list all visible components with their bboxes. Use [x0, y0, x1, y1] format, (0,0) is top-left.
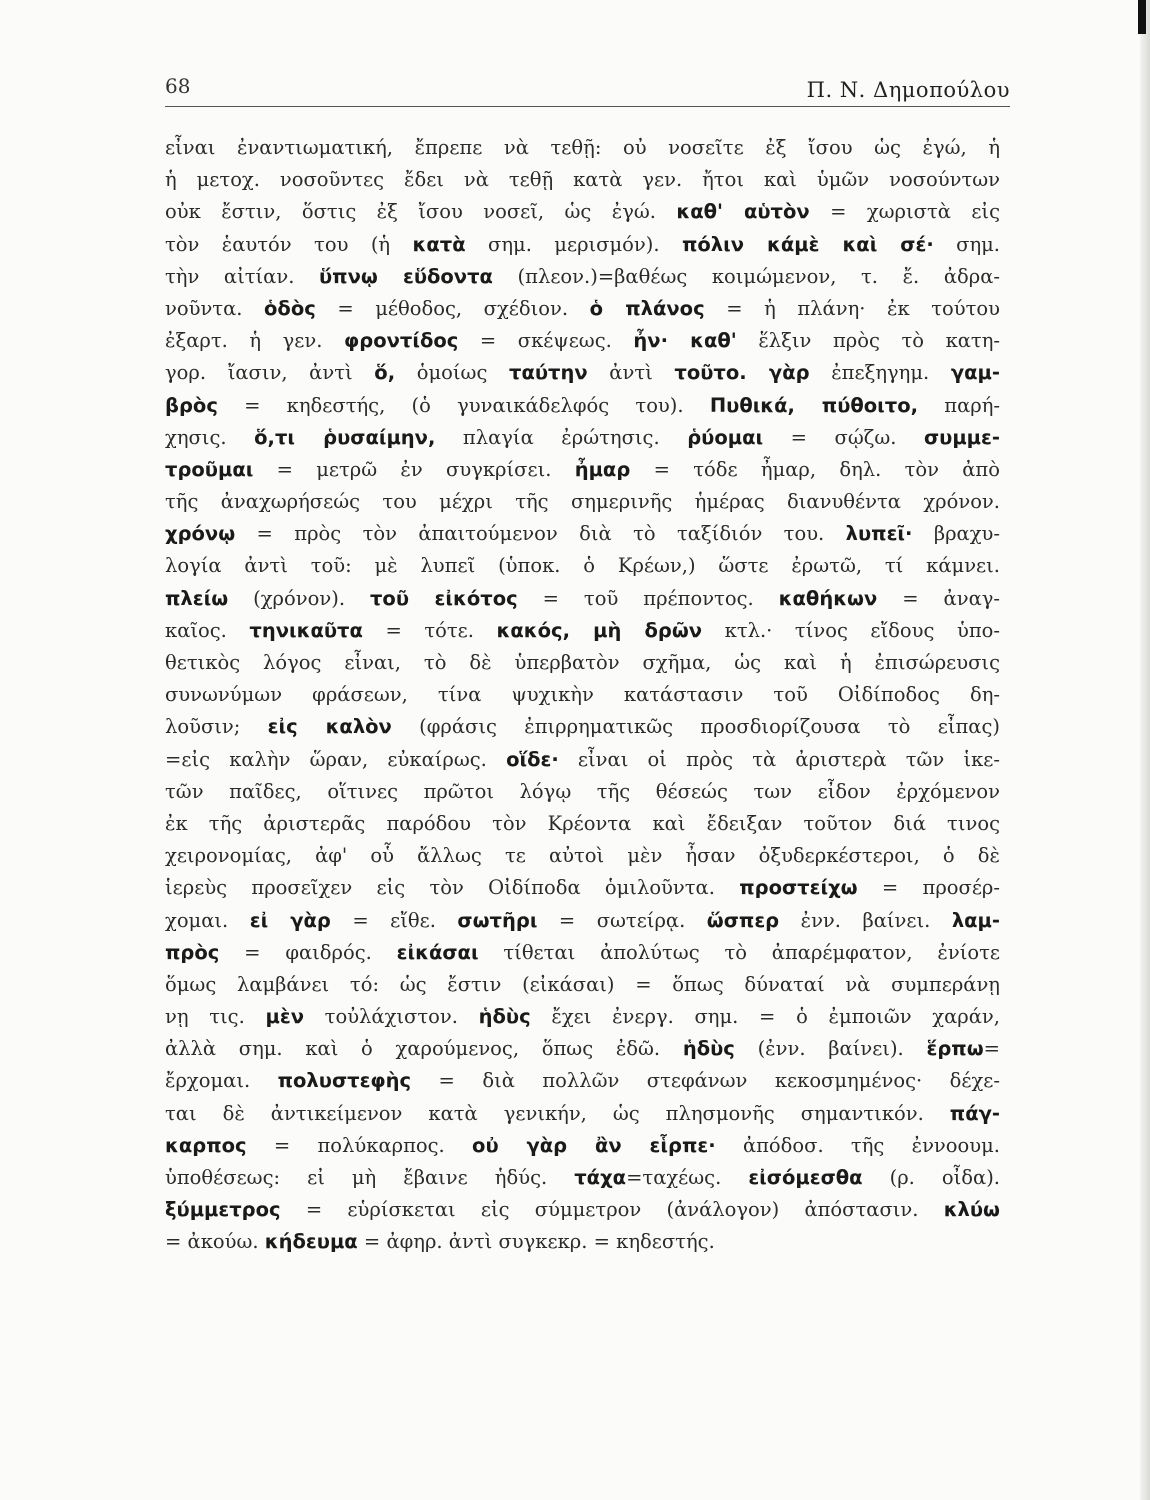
text-run: τὴν αἰτίαν. — [165, 264, 319, 288]
text-run: = μέθοδος, σχέδιον. — [315, 296, 590, 320]
lemma: ῥύομαι — [687, 425, 764, 449]
text-line — [165, 872, 1000, 904]
text-run: τῶν παῖδες, οἵτινες πρῶτοι λόγῳ τῆς θέσεώς των εἶδον ἐρχόμενον — [165, 779, 1000, 803]
text-run: ἐνν. βαίνει. — [779, 908, 952, 932]
text-line — [165, 937, 1000, 969]
page-header — [165, 70, 1010, 106]
lemma: ἦμαρ — [574, 457, 631, 481]
lemma: ὕπνῳ εὕδοντα — [318, 264, 493, 288]
text-run: χειρονομίας, ἀφ' οὗ ἄλλως τε αὐτοὶ μὲν ἦσαν ὀξυδερκέστεροι, ὁ δὲ — [165, 844, 1000, 868]
text-run: = κηδεστής, (ὁ γυναικάδελφός του). — [217, 393, 710, 417]
text-line — [165, 1033, 1000, 1065]
text-line — [165, 1098, 1000, 1130]
text-run: (πλεον.)=βαθέως κοιμώμενον, τ. ἔ. ἀδρα- — [492, 264, 1000, 288]
lemma: κλύω — [943, 1198, 1000, 1222]
text-run: ἀλλὰ σημ. καὶ ὁ χαρούμενος, ὅπως ἐδῶ. — [165, 1037, 683, 1061]
text-run: (ἐνν. βαίνει). — [734, 1037, 927, 1061]
text-line — [165, 390, 1000, 422]
text-run: (χρόνον). — [228, 586, 370, 610]
text-run: ὁμοίως — [395, 361, 510, 385]
lemma: λυπεῖ· — [845, 522, 913, 546]
text-run: = φαιδρός. — [219, 940, 397, 964]
text-run: ὅμως λαμβάνει τό: ὡς ἔστιν (εἰκάσαι) = ὅπως δύναταί νὰ συμπεράνῃ — [165, 972, 1000, 996]
lemma: ὁ πλάνος — [589, 296, 705, 320]
text-run: εἶναι ἐναντιωματική, ἔπρεπε νὰ τεθῇ: οὐ νοσεῖτε ἐξ ἴσου ὡς ἐγώ, ἡ — [165, 136, 1000, 159]
text-run: ἐξαρτ. ἡ γεν. — [165, 329, 345, 353]
text-line — [165, 969, 1000, 1001]
text-run: ἡ μετοχ. νοσοῦντες ἔδει νὰ τεθῇ κατὰ γεν. ἤτοι καὶ ὑμῶν νοσούντων — [165, 168, 1000, 192]
text-run: εἶναι οἱ πρὸς τὰ ἀριστερὰ τῶν ἱκε- — [558, 747, 1000, 771]
lemma: πόλιν κάμὲ καὶ σέ· — [681, 232, 934, 256]
text-run: = μετρῶ ἐν συγκρίσει. — [253, 457, 575, 481]
text-run: νῃ τις. — [165, 1005, 266, 1029]
lemma: πλείω — [165, 586, 229, 610]
text-run: = πρὸς τὸν ἀπαιτούμενον διὰ τὸ ταξίδιόν του. — [235, 522, 846, 546]
text-run: = χωριστὰ εἰς — [809, 200, 1000, 224]
text-line — [165, 132, 1000, 164]
text-line — [165, 1001, 1000, 1033]
text-line — [165, 261, 1000, 293]
text-run: = ἡ πλάνη· ἐκ τούτου — [704, 296, 1000, 320]
lemma: κατὰ — [412, 232, 466, 256]
text-run: τοὐλάχιστον. — [303, 1005, 479, 1029]
lemma: εἰ γὰρ — [249, 908, 331, 932]
text-run: τὸν ἑαυτόν του (ἡ — [165, 232, 413, 256]
text-run: παρή- — [918, 393, 1000, 417]
lemma: πρὸς — [165, 940, 220, 964]
text-run: = τόδε ἦμαρ, δηλ. τὸν ἀπὸ — [630, 457, 1000, 481]
lemma: φροντίδος — [344, 329, 459, 353]
commentary-text — [165, 132, 1000, 1259]
text-run: ἱερεὺς προσεῖχεν εἰς τὸν Οἰδίποδα ὁμιλοῦντα. — [165, 876, 740, 900]
lemma: ὅ, — [374, 361, 396, 385]
text-run: = ἀφηρ. ἀντὶ συγκεκρ. = κηδεστής. — [357, 1230, 715, 1254]
lemma: συμμε- — [923, 425, 1000, 449]
lemma: ἦν· καθ' — [633, 329, 737, 353]
text-run: πλαγία ἐρώτησις. — [435, 425, 688, 449]
text-run: ἀπόδοσ. τῆς ἐννοουμ. — [715, 1133, 1000, 1157]
corner-mark — [1138, 0, 1146, 34]
text-run: θετικὸς λόγος εἶναι, τὸ δὲ ὑπερβατὸν σχῆμα, ὡς καὶ ἡ ἐπισώρευσις — [165, 651, 1000, 674]
text-line — [165, 164, 1000, 196]
text-run: ἐκ τῆς ἀριστερᾶς παρόδου τὸν Κρέοντα καὶ ἔδειξαν τοῦτον διά τινος — [165, 811, 1000, 835]
text-line — [165, 583, 1000, 615]
lemma: προστείχω — [739, 876, 858, 900]
text-run: =ταχέως. — [626, 1166, 749, 1189]
text-line — [165, 454, 1000, 486]
lemma: ἡδὺς — [682, 1037, 735, 1061]
lemma: τοῦ εἰκότος — [369, 586, 518, 610]
text-line — [165, 679, 1000, 711]
lemma: τηνικαῦτα — [249, 618, 363, 642]
text-line — [165, 196, 1000, 228]
text-line — [165, 550, 1000, 582]
text-line — [165, 357, 1000, 389]
lemma: τοῦτο. γὰρ — [674, 361, 810, 385]
lemma: ταύτην — [509, 361, 588, 385]
text-run: συνωνύμων φράσεων, τίνα ψυχικὴν κατάστασιν τοῦ Οἰδίποδος δη- — [165, 683, 1000, 707]
text-run: =εἰς καλὴν ὥραν, εὐκαίρως. — [165, 747, 507, 771]
lemma: πολυστεφὴς — [277, 1069, 412, 1093]
header-rule — [165, 106, 1010, 107]
text-run: χομαι. — [165, 908, 250, 932]
text-line — [165, 1162, 1000, 1194]
lemma: Πυθικά, πύθοιτο, — [709, 393, 919, 417]
text-line — [165, 776, 1000, 808]
text-line — [165, 229, 1000, 261]
text-run: = εἴθε. — [330, 908, 458, 932]
text-line — [165, 1194, 1000, 1226]
text-line — [165, 905, 1000, 937]
text-run: = σῴζω. — [763, 425, 924, 449]
text-run: = διὰ πολλῶν στεφάνων κεκοσμημένος· δέχε- — [411, 1069, 1000, 1093]
text-run: = τότε. — [362, 618, 497, 642]
text-run: ὑποθέσεως: εἰ μὴ ἔβαινε ἡδύς. — [165, 1166, 575, 1189]
text-run: = ἀναγ- — [877, 586, 1000, 610]
text-run: ἔχει ἐνεργ. σημ. = ὁ ἐμποιῶν χαράν, — [530, 1005, 1000, 1029]
lemma: ὁδὸς — [264, 296, 316, 320]
text-line — [165, 1130, 1000, 1162]
text-run: = σωτείρᾳ. — [537, 908, 707, 932]
text-line — [165, 293, 1000, 325]
lemma: ὥσπερ — [706, 908, 780, 932]
lemma: ξύμμετρος — [165, 1198, 281, 1222]
text-line — [165, 1065, 1000, 1097]
lemma: οἵδε· — [506, 747, 559, 771]
text-run: κτλ.· τίνος εἴδους ὑπο- — [702, 618, 1000, 642]
text-line — [165, 615, 1000, 647]
text-run: ἕλξιν πρὸς τὸ κατη- — [736, 329, 1000, 353]
lemma: βρὸς — [165, 393, 218, 417]
text-line — [165, 325, 1000, 357]
text-run: καῖος. — [165, 618, 250, 642]
text-run: = — [983, 1037, 1000, 1061]
running-head: Π. Ν. Δημοπούλου — [806, 78, 1010, 102]
text-line — [165, 840, 1000, 872]
text-run: = σκέψεως. — [458, 329, 634, 353]
lemma: χρόνῳ — [165, 522, 236, 546]
lemma: εἰσόμεσθα — [748, 1166, 863, 1189]
text-run: σημ. μερισμόν). — [465, 232, 682, 256]
text-run: ἔρχομαι. — [165, 1069, 278, 1093]
lemma: γαμ- — [950, 361, 1000, 385]
text-run: τῆς ἀναχωρήσεώς του μέχρι τῆς σημερινῆς ἡμέρας διανυθέντα χρόνον. — [165, 490, 1000, 514]
text-run: λογία ἀντὶ τοῦ: μὲ λυπεῖ (ὑποκ. ὁ Κρέων,) ὥστε ἐρωτῶ, τί κάμνει. — [165, 554, 1000, 578]
lemma: καθ' αὑτὸν — [676, 200, 810, 224]
text-run: ται δὲ ἀντικείμενον κατὰ γενικήν, ὡς πλησμονῆς σημαντικόν. — [165, 1101, 950, 1125]
text-run: = πολύκαρπος. — [246, 1133, 473, 1157]
lemma: μὲν — [265, 1005, 304, 1029]
text-line — [165, 647, 1000, 679]
text-run: = εὑρίσκεται εἰς σύμμετρον (ἀνάλογον) ἀπόστασιν. — [280, 1198, 944, 1222]
text-line — [165, 744, 1000, 776]
page-number: 68 — [165, 74, 191, 98]
text-run: βραχυ- — [912, 522, 1000, 546]
lemma: κακός, μὴ δρῶν — [496, 618, 703, 642]
lemma: οὐ γὰρ ἂν εἷρπε· — [472, 1133, 716, 1157]
text-run: νοῦντα. — [165, 296, 265, 320]
text-line — [165, 518, 1000, 550]
lemma: καρπος — [165, 1133, 247, 1157]
text-run: ἀντὶ — [587, 361, 675, 385]
lemma: τάχα — [574, 1166, 627, 1189]
text-run: χησις. — [165, 425, 255, 449]
lemma: σωτῆρι — [457, 908, 538, 932]
text-run: = προσέρ- — [857, 876, 1000, 900]
text-run: οὐκ ἔστιν, ὅστις ἐξ ἴσου νοσεῖ, ὡς ἐγώ. — [165, 200, 677, 224]
lemma: ὅ,τι ῥυσαίμην, — [254, 425, 436, 449]
lemma: τροῦμαι — [165, 457, 254, 481]
text-run: = ἀκούω. — [165, 1230, 265, 1254]
text-run: = τοῦ πρέποντος. — [517, 586, 779, 610]
text-run: (ρ. οἶδα). — [862, 1166, 1000, 1189]
lemma: καθήκων — [778, 586, 878, 610]
lemma: κήδευμα — [264, 1230, 358, 1254]
lemma: πάγ- — [949, 1101, 1000, 1125]
text-run: σημ. — [933, 232, 1000, 256]
text-line — [165, 808, 1000, 840]
text-line — [165, 422, 1000, 454]
lemma: εἰκάσαι — [396, 940, 479, 964]
text-run: ἐπεξηγημ. — [809, 361, 951, 385]
lemma: λαμ- — [951, 908, 1000, 932]
text-line — [165, 486, 1000, 518]
lemma: εἰς καλὸν — [267, 715, 392, 739]
text-run: λοῦσιν; — [165, 715, 268, 739]
lemma: ἡδὺς — [478, 1005, 531, 1029]
text-line — [165, 1226, 1000, 1258]
text-line — [165, 711, 1000, 743]
lemma: ἕρπω — [926, 1037, 984, 1061]
page-edge — [1140, 0, 1150, 1500]
text-run: τίθεται ἀπολύτως τὸ ἀπαρέμφατον, ἐνίοτε — [478, 940, 1000, 964]
text-run: γορ. ἴασιν, ἀντὶ — [165, 361, 375, 385]
text-run: (φράσις ἐπιρρηματικῶς προσδιορίζουσα τὸ εἶπας) — [391, 715, 1000, 739]
